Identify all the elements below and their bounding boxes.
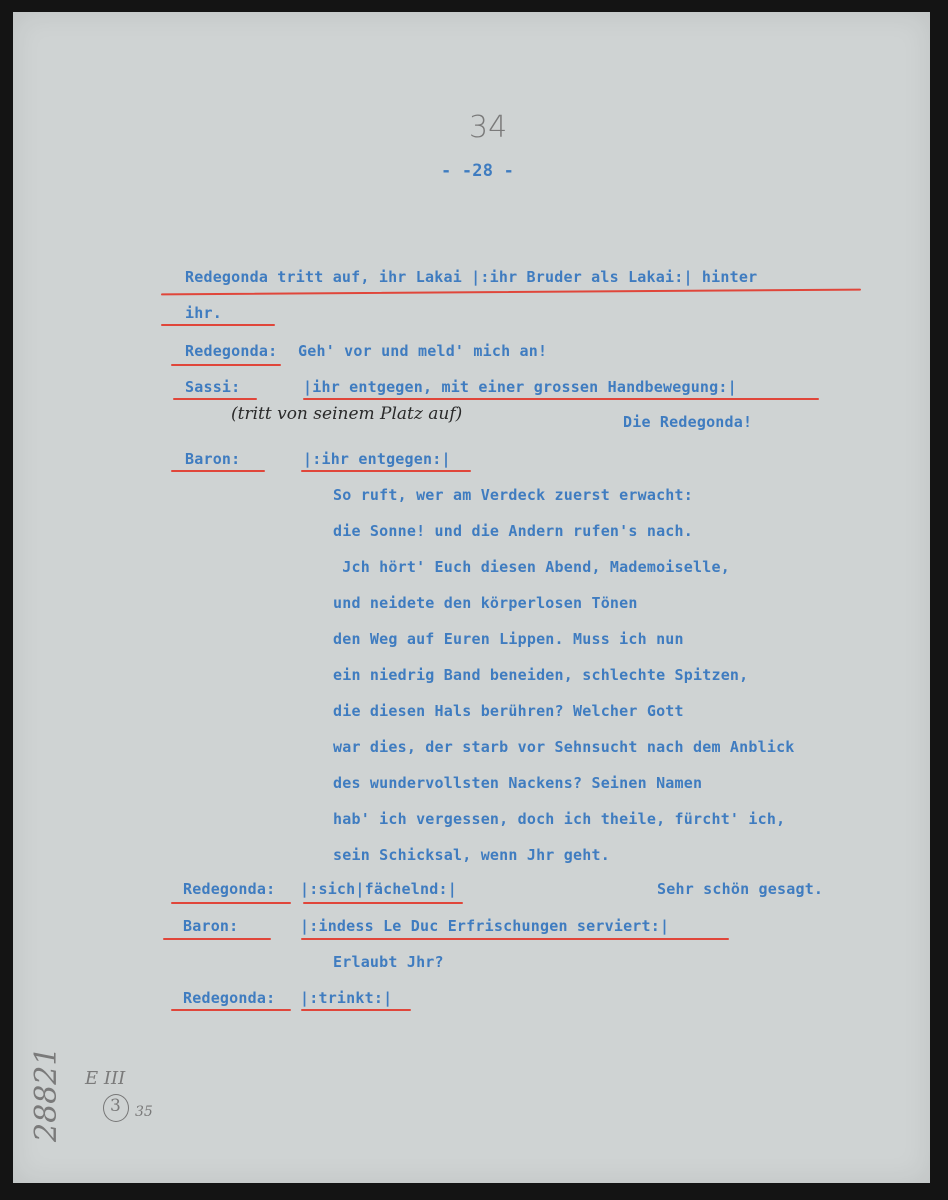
underline-stage-direction-2 [161,324,275,326]
typed-page-number: - -28 - [441,161,515,181]
speaker-baron-2: Baron: [183,917,239,935]
underline-stage-direction-1 [161,289,861,296]
speaker-sassi: Sassi: [185,378,241,396]
underline-direction-baron-2 [301,938,729,940]
direction-redegonda-2: |:sich|fächelnd:| [300,880,457,898]
verse-line-9: des wundervollsten Nackens? Seinen Namen [333,774,703,792]
archive-mark-count: 35 [135,1104,153,1120]
archive-mark-circled-number: 3 [110,1096,121,1116]
underline-direction-sassi [303,398,819,400]
speech-redegonda-2: Sehr schön gesagt. [657,880,824,898]
archive-mark-number: 28821 [29,1046,64,1142]
verse-line-7: die diesen Hals berühren? Welcher Gott [333,702,684,720]
verse-line-8: war dies, der starb vor Sehnsucht nach dem Anblick [333,738,795,756]
speaker-redegonda-3: Redegonda: [183,989,276,1007]
verse-line-6: ein niedrig Band beneiden, schlechte Spitzen, [333,666,749,684]
handwritten-page-number: 34 [469,110,508,145]
verse-line-4: und neidete den körperlosen Tönen [333,594,638,612]
verse-line-1: So ruft, wer am Verdeck zuerst erwacht: [333,486,693,504]
underline-speaker-baron-1 [171,470,265,472]
verse-line-5: den Weg auf Euren Lippen. Muss ich nun [333,630,684,648]
direction-redegonda-3: |:trinkt:| [300,989,393,1007]
speaker-redegonda-1: Redegonda: [185,342,278,360]
verse-line-3: Jch hört' Euch diesen Abend, Mademoiselle, [333,558,730,576]
speaker-baron-1: Baron: [185,450,241,468]
speech-sassi: Die Redegonda! [623,413,753,431]
verse-line-11: sein Schicksal, wenn Jhr geht. [333,846,610,864]
underline-speaker-baron-2 [163,938,271,940]
underline-speaker-redegonda-2 [171,902,291,904]
typescript-page [13,12,930,1183]
speaker-redegonda-2: Redegonda: [183,880,276,898]
underline-speaker-sassi [173,398,257,400]
verse-line-10: hab' ich vergessen, doch ich theile, fürcht' ich, [333,810,786,828]
verse-line-2: die Sonne! und die Andern rufen's nach. [333,522,693,540]
direction-baron-1: |:ihr entgegen:| [303,450,451,468]
underline-direction-redegonda-2 [303,902,463,904]
stage-direction-line-2: ihr. [185,304,222,322]
underline-direction-redegonda-3 [301,1009,411,1011]
underline-direction-baron-1 [301,470,471,472]
underline-speaker-redegonda-1 [171,364,281,366]
archive-mark-series: E III [85,1068,126,1089]
speech-redegonda-1: Geh' vor und meld' mich an! [298,342,548,360]
stage-direction-line-1: Redegonda tritt auf, ihr Lakai |:ihr Bruder als Lakai:| hinter [185,268,758,286]
direction-sassi: |ihr entgegen, mit einer grossen Handbewegung:| [303,378,737,396]
direction-baron-2: |:indess Le Duc Erfrischungen serviert:| [300,917,670,935]
underline-speaker-redegonda-3 [171,1009,291,1011]
handwritten-note-sassi: (tritt von seinem Platz auf) [231,404,463,424]
speech-baron-2: Erlaubt Jhr? [333,953,444,971]
